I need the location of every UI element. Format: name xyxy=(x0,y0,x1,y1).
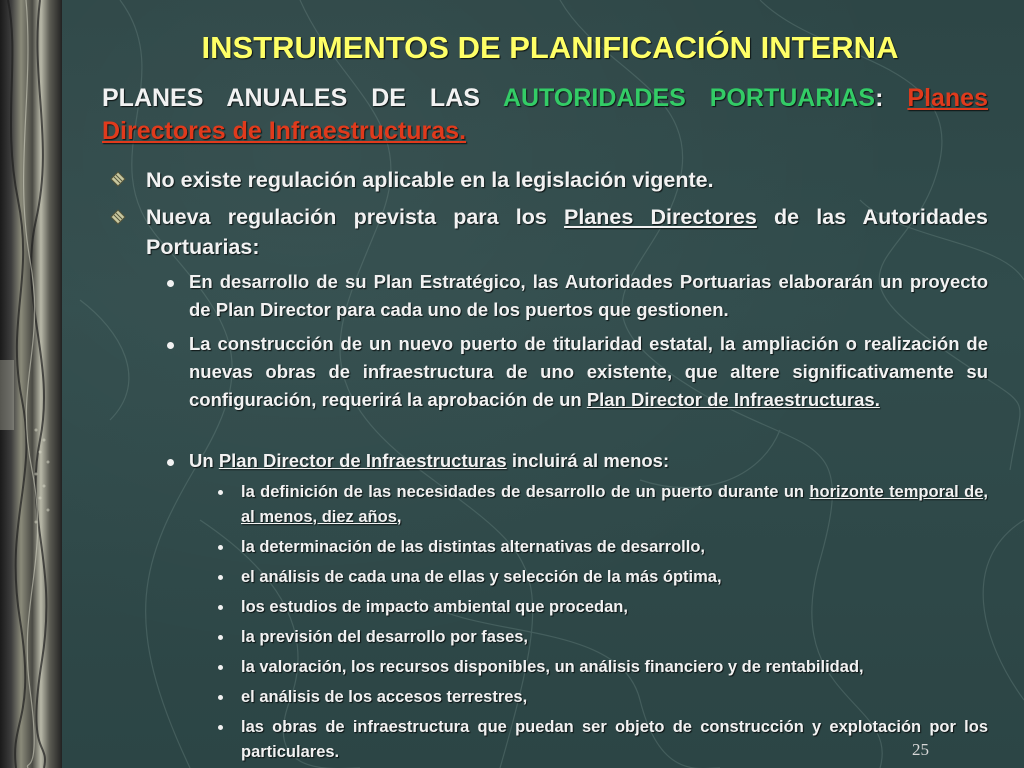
small-dot-bullet-icon xyxy=(218,665,223,670)
heading-planes-directores-link[interactable]: Planes Directores de Infraestructuras xyxy=(102,84,988,145)
round-bullet-icon xyxy=(167,459,174,466)
sub3-plan-director-link[interactable]: Plan Director de Infraestructuras xyxy=(218,450,507,471)
bullet-no-regulacion: No existe regulación aplicable en la legislación vigente. xyxy=(146,168,714,192)
sub-bullet-construccion xyxy=(189,330,988,414)
item-text-a: la definición de las necesidades de desarrollo de un puerto durante un xyxy=(241,483,810,501)
list-item xyxy=(241,480,988,530)
diamond-bullet-icon xyxy=(110,209,126,225)
bullet-nueva-regulacion xyxy=(146,202,988,262)
list-item: los estudios de impacto ambiental que procedan, xyxy=(241,598,628,616)
list-item: las obras de infraestructura que puedan ser objeto de construcción y explotación por los particulares. xyxy=(241,718,988,761)
heading-period: . xyxy=(459,117,467,145)
small-dot-bullet-icon xyxy=(218,695,223,700)
left-strip-texture xyxy=(0,0,62,768)
list-item: la determinación de las distintas alternativas de desarrollo, xyxy=(241,538,705,556)
sub-bullet-incluira xyxy=(189,447,988,475)
list-item: el análisis de cada una de ellas y selección de la más óptima, xyxy=(241,568,722,586)
heading-part-3: : xyxy=(875,84,908,112)
sub2-plan-director-link[interactable]: Plan Director de Infraestructuras. xyxy=(586,389,880,410)
sub3-text-a: Un xyxy=(189,450,219,471)
round-bullet-icon xyxy=(167,280,174,287)
small-dot-bullet-icon xyxy=(218,545,223,550)
page-number: 25 xyxy=(912,740,929,759)
sub-bullet-plan-estrategico: En desarrollo de su Plan Estratégico, las Autoridades Portuarias elaborarán un proyecto de Plan Director para cada uno de los puertos que gestionen. xyxy=(189,271,988,320)
list-item: el análisis de los accesos terrestres, xyxy=(241,688,528,706)
small-dot-bullet-icon xyxy=(218,490,223,495)
sub2-text-a: La construcción de un nuevo puerto de titularidad estatal, la ampliación o realización de nuevas obras de infraestructura de uno existente, que altere significativamente su configuración, requerirá la aprobación de un xyxy=(189,333,988,410)
round-bullet-icon xyxy=(167,342,174,349)
small-dot-bullet-icon xyxy=(218,575,223,580)
list-item: la valoración, los recursos disponibles, un análisis financiero y de rentabilidad, xyxy=(241,658,864,676)
small-dot-bullet-icon xyxy=(218,725,223,730)
slide-heading xyxy=(102,82,988,148)
heading-autoridades-portuarias: AUTORIDADES PORTUARIAS xyxy=(502,84,876,112)
slide-title: INSTRUMENTOS DE PLANIFICACIÓN INTERNA xyxy=(201,30,899,65)
bullet2-text-c: de las Autoridades Portuarias: xyxy=(146,205,988,259)
small-dot-bullet-icon xyxy=(218,605,223,610)
item-horizonte-temporal-link[interactable]: horizonte temporal de, al menos, diez años xyxy=(241,483,989,526)
list-item: la previsión del desarrollo por fases, xyxy=(241,628,529,646)
bullet2-planes-directores-link[interactable]: Planes Directores xyxy=(564,205,757,229)
sub3-text-c: incluirá al menos: xyxy=(506,450,670,471)
diamond-bullet-icon xyxy=(110,171,126,187)
item-text-c: , xyxy=(396,508,402,526)
heading-part-1: PLANES ANUALES DE LAS xyxy=(102,84,503,112)
small-dot-bullet-icon xyxy=(218,635,223,640)
bullet2-text-a: Nueva regulación prevista para los xyxy=(146,205,565,229)
